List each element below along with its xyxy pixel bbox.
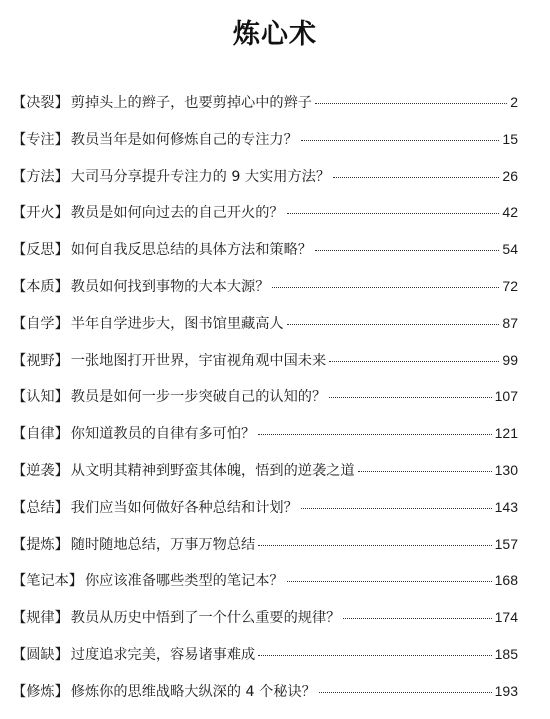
toc-dot-leader [343, 618, 491, 619]
toc-dot-leader [329, 397, 491, 398]
toc-entry[interactable] [12, 673, 518, 710]
toc-dot-leader [287, 213, 500, 214]
toc-dot-leader [319, 692, 492, 693]
toc-dot-leader [258, 545, 491, 546]
toc-entry-page-number: 157 [494, 535, 518, 552]
toc-entry-tag: 【自学】 [12, 315, 69, 332]
toc-entry-page-number: 42 [502, 204, 518, 221]
toc-entry[interactable] [12, 599, 518, 636]
toc-entry-title: 从文明其精神到野蛮其体魄，悟到的逆袭之道 [70, 462, 355, 479]
toc-entry[interactable] [12, 231, 518, 268]
toc-dot-leader [258, 434, 491, 435]
toc-entry-page-number: 143 [494, 498, 518, 515]
toc-entry-page-number: 26 [502, 167, 518, 184]
toc-entry-tag: 【认知】 [12, 389, 69, 406]
toc-entry-title: 一张地图打开世界，宇宙视角观中国未来 [70, 352, 327, 369]
toc-dot-leader [287, 581, 492, 582]
toc-entry-page-number: 174 [494, 609, 518, 626]
toc-entry[interactable] [12, 452, 518, 489]
toc-entry-page-number: 168 [494, 572, 518, 589]
toc-entry[interactable] [12, 158, 518, 195]
toc-entry-title: 教员从历史中悟到了一个什么重要的规律？ [70, 610, 341, 627]
toc-entry-title: 剪掉头上的辫子，也要剪掉心中的辫子 [70, 95, 312, 111]
toc-entry-tag: 【自律】 [12, 426, 69, 443]
toc-entry-page-number: 107 [494, 388, 518, 405]
toc-entry-title: 修炼你的思维战略大纵深的 4 个秘诀？ [70, 683, 316, 700]
toc-entry[interactable] [12, 636, 518, 673]
toc-entry-title: 过度追求完美，容易诸事难成 [70, 646, 256, 663]
toc-entry[interactable] [12, 526, 518, 563]
toc-entry-tag: 【圆缺】 [12, 646, 69, 663]
toc-entry[interactable] [12, 268, 518, 305]
toc-entry[interactable] [12, 194, 518, 231]
toc-entry[interactable] [12, 489, 518, 526]
toc-dot-leader [315, 103, 507, 104]
toc-entry-title: 教员如何找到事物的大本大源？ [70, 278, 270, 295]
toc-entry-title: 半年自学进步大，图书馆里藏高人 [70, 315, 284, 332]
toc-entry-title: 如何自我反思总结的具体方法和策略？ [70, 242, 312, 259]
toc-entry-tag: 【反思】 [12, 242, 69, 259]
toc-entry-title: 教员是如何一步一步突破自己的认知的？ [70, 389, 327, 406]
toc-entry-tag: 【开火】 [12, 205, 69, 222]
toc-entry-tag: 【修炼】 [12, 683, 69, 700]
toc-entry[interactable] [12, 342, 518, 379]
toc-entry-tag: 【笔记本】 [12, 573, 83, 590]
table-of-contents [12, 84, 518, 710]
toc-entry[interactable] [12, 562, 518, 599]
toc-entry-page-number: 99 [502, 351, 518, 368]
toc-dot-leader [301, 508, 492, 509]
toc-dot-leader [333, 177, 499, 178]
toc-dot-leader [301, 140, 500, 141]
toc-entry-tag: 【方法】 [12, 168, 69, 185]
toc-entry-page-number: 130 [494, 461, 518, 478]
toc-entry-title: 教员是如何向过去的自己开火的？ [70, 205, 284, 222]
toc-dot-leader [329, 361, 499, 362]
toc-entry[interactable] [12, 121, 518, 158]
toc-entry-tag: 【专注】 [12, 131, 69, 148]
toc-entry-tag: 【视野】 [12, 352, 69, 369]
toc-entry-tag: 【提炼】 [12, 536, 69, 553]
toc-entry-page-number: 193 [494, 682, 518, 699]
toc-dot-leader [258, 655, 491, 656]
toc-entry-page-number: 72 [502, 277, 518, 294]
toc-entry[interactable] [12, 378, 518, 415]
toc-entry-tag: 【规律】 [12, 610, 69, 627]
toc-dot-leader [272, 287, 499, 288]
toc-entry-tag: 【决裂】 [12, 95, 69, 111]
toc-entry-title: 大司马分享提升专注力的 9 大实用方法？ [70, 168, 331, 185]
toc-entry-tag: 【本质】 [12, 278, 69, 295]
toc-entry-title: 随时随地总结，万事万物总结 [70, 536, 256, 553]
toc-entry-page-number: 87 [502, 314, 518, 331]
toc-entry-page-number: 15 [502, 130, 518, 147]
toc-entry[interactable] [12, 84, 518, 121]
toc-entry-title: 你应该准备哪些类型的笔记本？ [84, 573, 284, 590]
toc-entry-title: 我们应当如何做好各种总结和计划？ [70, 499, 298, 516]
toc-entry-tag: 【总结】 [12, 499, 69, 516]
toc-dot-leader [358, 471, 492, 472]
toc-dot-leader [287, 324, 500, 325]
toc-entry-page-number: 121 [494, 425, 518, 442]
document-title: 炼心术 [233, 19, 317, 50]
toc-entry-page-number: 185 [494, 645, 518, 662]
toc-entry[interactable] [12, 305, 518, 342]
toc-entry[interactable] [12, 415, 518, 452]
toc-entry-title: 你知道教员的自律有多可怕？ [70, 426, 256, 443]
toc-entry-page-number: 2 [510, 94, 518, 110]
toc-dot-leader [315, 250, 499, 251]
toc-entry-page-number: 54 [502, 241, 518, 258]
toc-entry-title: 教员当年是如何修炼自己的专注力？ [70, 131, 298, 148]
toc-entry-tag: 【逆袭】 [12, 462, 69, 479]
